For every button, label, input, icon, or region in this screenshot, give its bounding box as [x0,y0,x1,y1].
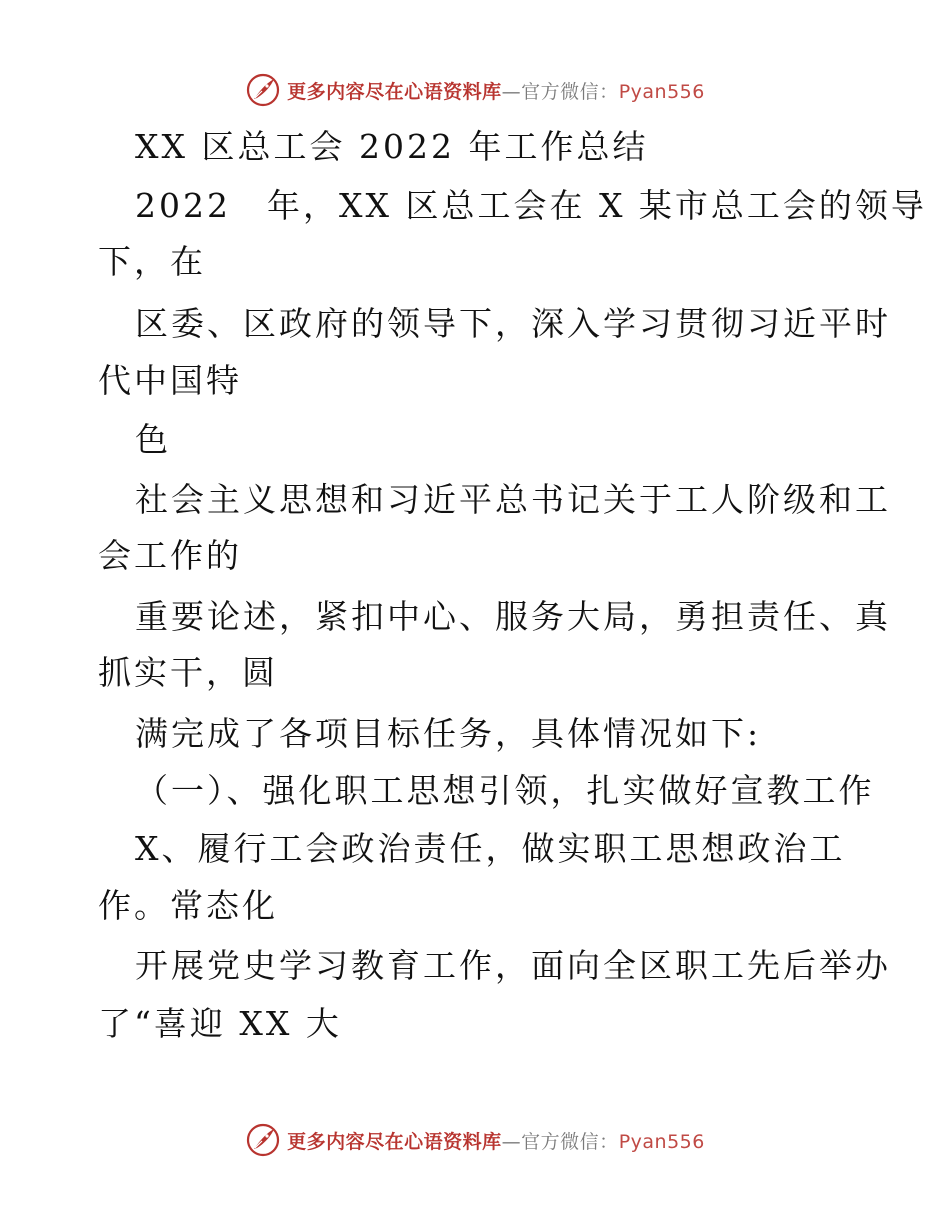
footer-banner [0,1120,950,1160]
document-title: XX 区总工会 2022 年工作总结 [135,127,649,166]
paragraph-line: 满完成了各项目标任务，具体情况如下: [135,714,762,753]
paragraph-line: 作。常态化 [98,886,278,925]
banner-separator: —官方微信： [501,1130,619,1153]
banner-site-name: 更多内容尽在心语资料库 [287,1130,502,1153]
paragraph-line: X、履行工会政治责任，做实职工思想政治工 [135,829,846,868]
paragraph-line: 重要论述，紧扣中心、服务大局，勇担责任、真 [135,597,891,636]
banner-text [287,77,705,104]
paragraph-line: 下，在 [98,242,206,281]
paragraph-line: 了“喜迎 XX 大 [98,1004,342,1043]
quill-pen-logo-icon [245,1122,281,1158]
paragraph-line: 开展党史学习教育工作，面向全区职工先后举办 [135,946,891,985]
quill-pen-logo-icon [245,72,281,108]
paragraph-line: 区委、区政府的领导下，深入学习贯彻习近平时 [135,304,891,343]
paragraph-line: 色 [135,420,171,459]
header-banner [0,70,950,110]
paragraph-line: 会工作的 [98,536,242,575]
banner-separator: —官方微信： [501,80,619,103]
paragraph-line: 抓实干，圆 [98,653,278,692]
banner-wechat-id: Pyan556 [618,1130,705,1153]
paragraph-line: 代中国特 [98,361,242,400]
section-heading: （一）、强化职工思想引领，扎实做好宣教工作 [135,771,875,810]
banner-site-name: 更多内容尽在心语资料库 [287,80,502,103]
banner-wechat-id: Pyan556 [618,80,705,103]
paragraph-line: 2022 年，XX 区总工会在 X 某市总工会的领导 [135,186,927,225]
banner-text [287,1127,705,1154]
paragraph-line: 社会主义思想和习近平总书记关于工人阶级和工 [135,480,891,519]
